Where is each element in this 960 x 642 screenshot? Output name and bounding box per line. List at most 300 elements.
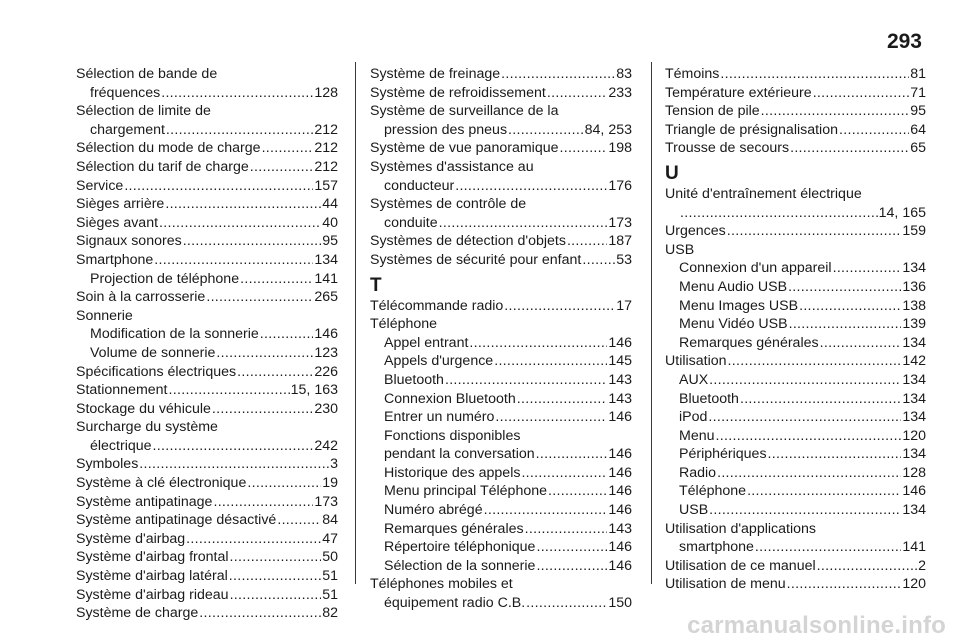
index-entry: [665, 65, 926, 84]
entry-page-ref: 136: [902, 278, 926, 295]
entry-page-ref: 134: [314, 251, 338, 268]
dot-leader: [250, 158, 314, 177]
entry-page-ref: 146: [608, 446, 632, 463]
entry-page-ref: 51: [322, 586, 338, 603]
entry-label: Télécommande radio: [370, 297, 504, 314]
entry-page-ref: 82: [322, 605, 338, 622]
dot-leader: [755, 538, 901, 557]
dot-leader: [213, 493, 313, 512]
dot-leader: [484, 501, 608, 520]
index-entry: [370, 390, 632, 409]
index-entry: [665, 464, 926, 483]
index-entry: [665, 278, 926, 297]
entry-page-ref: 139: [902, 316, 926, 333]
index-heading: Sélection de bande de: [76, 66, 218, 82]
index-entry: [665, 390, 926, 409]
dot-leader: [789, 315, 902, 334]
dot-leader: [747, 482, 901, 501]
index-entry: [76, 325, 338, 344]
entry-label: Menu principal Téléphone: [384, 483, 548, 500]
index-entry: [665, 297, 926, 316]
entry-page-ref: 176: [608, 177, 632, 194]
index-entry: [370, 408, 632, 427]
entry-label: pendant la conversation: [384, 446, 535, 463]
entry-page-ref: 146: [608, 464, 632, 481]
entry-label: Système à clé électronique: [76, 475, 247, 492]
dot-leader: [161, 84, 313, 103]
entry-page-ref: 134: [902, 409, 926, 426]
dot-leader: [229, 567, 321, 586]
index-entry: [76, 530, 338, 549]
entry-page-ref: 84: [322, 512, 338, 529]
entry-label: Spécifications électriques: [76, 363, 237, 380]
index-entry: [76, 567, 338, 586]
entry-label: Téléphone: [679, 483, 747, 500]
entry-label: AUX: [679, 371, 709, 388]
index-entry: [370, 352, 632, 371]
dot-leader: [504, 297, 615, 316]
entry-page-ref: 141: [902, 539, 926, 556]
index-entry: [370, 84, 632, 103]
entry-page-ref: 146: [902, 483, 926, 500]
dot-leader: [262, 139, 314, 158]
index-column-1: [76, 65, 338, 623]
entry-label: Numéro abrégé: [384, 502, 483, 519]
index-heading: USB: [665, 241, 695, 258]
index-entry: [76, 195, 338, 214]
entry-label: équipement radio C.B.: [384, 595, 526, 612]
entry-label: Sièges arrière: [76, 196, 165, 213]
dot-leader: [820, 334, 902, 353]
dot-leader: [708, 408, 901, 427]
entry-page-ref: 14, 165: [878, 204, 926, 221]
index-entry: [76, 177, 338, 196]
entry-page-ref: 187: [608, 233, 632, 250]
index-heading: Utilisation d'applications: [665, 520, 816, 537]
entry-label: Système de charge: [76, 605, 199, 622]
entry-label: Soin à la carrosserie: [76, 289, 206, 306]
entry-page-ref: 198: [608, 140, 632, 157]
index-entry: [76, 158, 338, 177]
entry-page-ref: 159: [902, 223, 926, 240]
dot-leader: [560, 139, 608, 158]
dot-leader: [439, 214, 608, 233]
entry-label: conducteur: [384, 177, 455, 194]
index-heading: Sonnerie: [76, 307, 133, 324]
section-letter: T: [370, 274, 382, 296]
index-entry: [76, 381, 338, 400]
entry-label: Appel entrant: [384, 334, 469, 351]
dot-leader: [582, 251, 615, 270]
entry-page-ref: 142: [902, 353, 926, 370]
entry-label: Urgences: [665, 223, 726, 240]
dot-leader: [455, 177, 607, 196]
dot-leader: [501, 65, 615, 84]
entry-page-ref: 84, 253: [584, 121, 632, 138]
entry-page-ref: 146: [608, 483, 632, 500]
dot-leader: [237, 363, 313, 382]
index-entry: [665, 204, 926, 223]
column-divider: [355, 62, 356, 584]
dot-leader: [817, 557, 917, 576]
watermark: carmanualsonline.info: [687, 612, 946, 639]
index-entry: [76, 344, 338, 363]
entry-page-ref: 134: [902, 371, 926, 388]
index-entry: [76, 84, 338, 103]
dot-leader: [139, 455, 329, 474]
entry-page-ref: 212: [314, 158, 338, 175]
dot-leader: [517, 390, 608, 409]
entry-page-ref: 134: [902, 390, 926, 407]
index-entry: [665, 445, 926, 464]
entry-page-ref: 143: [608, 390, 632, 407]
dot-leader: [154, 251, 313, 270]
index-entry: [370, 482, 632, 501]
entry-page-ref: 173: [314, 493, 338, 510]
entry-page-ref: 44: [322, 196, 338, 213]
entry-page-ref: 143: [608, 520, 632, 537]
index-entry: [76, 474, 338, 493]
entry-page-ref: 143: [608, 371, 632, 388]
index-entry: [76, 548, 338, 567]
entry-label: Historique des appels: [384, 464, 521, 481]
entry-page-ref: 128: [314, 84, 338, 101]
entry-page-ref: 95: [322, 233, 338, 250]
entry-label: Utilisation de ce manuel: [665, 557, 816, 574]
dot-leader: [728, 352, 902, 371]
index-entry: [665, 575, 926, 594]
dot-leader: [247, 474, 321, 493]
dot-leader: [212, 400, 313, 419]
dot-leader: [525, 520, 608, 539]
entry-page-ref: 123: [314, 344, 338, 361]
entry-label: Connexion d'un appareil: [679, 260, 832, 277]
dot-leader: [548, 482, 607, 501]
dot-leader: [230, 586, 322, 605]
index-heading: Systèmes d'assistance au: [370, 158, 534, 175]
entry-label: Système d'airbag: [76, 530, 186, 547]
entry-label: conduite: [384, 214, 438, 231]
entry-label: Utilisation de menu: [665, 576, 786, 593]
index-entry: [665, 315, 926, 334]
entry-label: électrique: [90, 437, 152, 454]
dot-leader: [720, 65, 909, 84]
entry-label: Trousse de secours: [665, 140, 790, 157]
dot-leader: [216, 344, 313, 363]
entry-label: Volume de sonnerie: [90, 344, 216, 361]
entry-label: Symboles: [76, 456, 139, 473]
entry-page-ref: 146: [608, 539, 632, 556]
entry-page-ref: 173: [608, 214, 632, 231]
entry-page-ref: 3: [330, 456, 338, 473]
entry-label: Entrer un numéro: [384, 409, 495, 426]
index-entry: [370, 594, 632, 613]
entry-page-ref: 120: [902, 427, 926, 444]
entry-page-ref: 83: [616, 66, 632, 82]
index-entry: [370, 371, 632, 390]
entry-label: Modification de la sonnerie: [90, 326, 259, 343]
entry-label: chargement: [90, 121, 165, 138]
entry-page-ref: 40: [322, 214, 338, 231]
entry-label: Sélection du tarif de charge: [76, 158, 249, 175]
entry-page-ref: 17: [616, 297, 632, 314]
entry-page-ref: 65: [910, 140, 926, 157]
index-heading: Unité d'entraînement électrique: [665, 185, 862, 202]
index-entry: [665, 371, 926, 390]
index-entry: [665, 121, 926, 140]
dot-leader: [716, 427, 902, 446]
index-heading: Fonctions disponibles: [384, 427, 521, 444]
index-entry: [665, 501, 926, 520]
entry-label: Température extérieure: [665, 84, 812, 101]
index-entry: [370, 65, 632, 84]
entry-label: Système antipatinage: [76, 493, 213, 510]
dot-leader: [768, 445, 902, 464]
index-entry: [76, 288, 338, 307]
index-entry: [665, 427, 926, 446]
entry-label: Projection de téléphone: [90, 270, 240, 287]
entry-label: Sélection de la sonnerie: [384, 557, 536, 574]
dot-leader: [494, 352, 607, 371]
index-entry: [76, 511, 338, 530]
entry-page-ref: 146: [314, 326, 338, 343]
index-heading: Téléphones mobiles et: [370, 576, 513, 593]
index-entry: [665, 538, 926, 557]
entry-label: Système d'airbag rideau: [76, 586, 229, 603]
dot-leader: [709, 501, 901, 520]
dot-leader: [495, 408, 607, 427]
entry-label: Témoins: [665, 66, 720, 82]
entry-label: Appels d'urgence: [384, 353, 494, 370]
index-entry: [665, 334, 926, 353]
entry-label: Tension de pile: [665, 103, 760, 120]
entry-label: Sièges avant: [76, 214, 159, 231]
entry-page-ref: 51: [322, 568, 338, 585]
entry-page-ref: 146: [608, 557, 632, 574]
entry-page-ref: 212: [314, 140, 338, 157]
entry-label: Système d'airbag frontal: [76, 549, 229, 566]
entry-page-ref: 242: [314, 437, 338, 454]
dot-leader: [169, 381, 290, 400]
dot-leader: [153, 437, 314, 456]
entry-page-ref: 230: [314, 400, 338, 417]
entry-label: Smartphone: [76, 251, 154, 268]
dot-leader: [833, 259, 902, 278]
index-column-2: [370, 65, 632, 613]
entry-page-ref: 134: [902, 446, 926, 463]
entry-page-ref: 138: [902, 297, 926, 314]
section-letter: U: [665, 162, 679, 184]
index-entry: [370, 177, 632, 196]
entry-label: smartphone: [679, 539, 754, 556]
index-entry: [76, 437, 338, 456]
index-entry: [665, 557, 926, 576]
entry-label: Bluetooth: [679, 390, 739, 407]
entry-label: Répertoire téléphonique: [384, 539, 536, 556]
index-entry: [370, 121, 632, 140]
dot-leader: [709, 371, 901, 390]
dot-leader: [159, 214, 321, 233]
index-entry: [370, 214, 632, 233]
entry-page-ref: 71: [910, 84, 926, 101]
dot-leader: [740, 390, 901, 409]
entry-label: Menu Audio USB: [679, 278, 788, 295]
index-entry: [370, 538, 632, 557]
dot-leader: [526, 594, 607, 613]
entry-label: iPod: [679, 409, 708, 426]
index-entry: [665, 352, 926, 371]
dot-leader: [521, 464, 607, 483]
index-entry: [76, 604, 338, 623]
index-entry: [370, 520, 632, 539]
entry-label: Stationnement: [76, 382, 168, 399]
entry-page-ref: 134: [902, 334, 926, 351]
entry-label: Systèmes de sécurité pour enfant: [370, 251, 582, 268]
dot-leader: [536, 538, 607, 557]
entry-page-ref: 95: [910, 103, 926, 120]
entry-label: Système de vue panoramique: [370, 140, 559, 157]
entry-label: Menu: [679, 427, 715, 444]
entry-page-ref: 47: [322, 530, 338, 547]
dot-leader: [186, 530, 321, 549]
entry-label: Sélection du mode de charge: [76, 140, 261, 157]
dot-leader: [469, 334, 607, 353]
index-entry: [76, 455, 338, 474]
entry-label: Système antipatinage désactivé: [76, 512, 277, 529]
entry-page-ref: 81: [910, 66, 926, 82]
dot-leader: [165, 195, 321, 214]
index-entry: [370, 334, 632, 353]
index-entry: [370, 557, 632, 576]
entry-page-ref: 146: [608, 502, 632, 519]
entry-page-ref: 146: [608, 334, 632, 351]
entry-label: Bluetooth: [384, 371, 444, 388]
index-heading: Téléphone: [370, 316, 438, 333]
entry-page-ref: 233: [608, 84, 632, 101]
entry-page-ref: 150: [608, 595, 632, 612]
index-entry: [76, 270, 338, 289]
dot-leader: [536, 557, 607, 576]
index-entry: [665, 408, 926, 427]
dot-leader: [547, 84, 607, 103]
entry-page-ref: 120: [902, 576, 926, 593]
entry-label: Système d'airbag latéral: [76, 568, 228, 585]
entry-page-ref: 141: [314, 270, 338, 287]
entry-label: fréquences: [90, 84, 161, 101]
index-entry: [76, 139, 338, 158]
index-entry: [665, 102, 926, 121]
entry-page-ref: 53: [616, 251, 632, 268]
entry-page-ref: 134: [902, 260, 926, 277]
index-entry: [76, 586, 338, 605]
entry-label: Systèmes de détection d'objets: [370, 233, 566, 250]
index-column-3: [665, 65, 926, 594]
dot-leader: [230, 548, 322, 567]
dot-leader: [813, 84, 910, 103]
entry-page-ref: 265: [314, 289, 338, 306]
index-entry: [370, 251, 632, 270]
dot-leader: [260, 325, 314, 344]
entry-page-ref: 15, 163: [290, 382, 338, 399]
entry-label: Système de refroidissement: [370, 84, 546, 101]
entry-label: Triangle de présignalisation: [665, 121, 838, 138]
entry-page-ref: 212: [314, 121, 338, 138]
index-entry: [76, 400, 338, 419]
entry-label: pression des pneus: [384, 121, 508, 138]
entry-label: Menu Vidéo USB: [679, 316, 788, 333]
page-number: 293: [886, 30, 922, 53]
dot-leader: [727, 222, 902, 241]
entry-label: Service: [76, 177, 124, 194]
dot-leader: [787, 575, 902, 594]
index-entry: [76, 251, 338, 270]
dot-leader: [183, 232, 322, 251]
index-entry: [76, 214, 338, 233]
entry-label: Remarques générales: [384, 520, 524, 537]
entry-label: Utilisation: [665, 353, 727, 370]
index-entry: [370, 232, 632, 251]
index-entry: [665, 222, 926, 241]
index-entry: [665, 482, 926, 501]
dot-leader: [445, 371, 607, 390]
entry-label: Menu Images USB: [679, 297, 799, 314]
column-divider: [651, 62, 652, 584]
entry-page-ref: 2: [918, 557, 926, 574]
index-entry: [76, 493, 338, 512]
index-entry: [370, 445, 632, 464]
entry-page-ref: 146: [608, 409, 632, 426]
index-entry: [370, 297, 632, 316]
entry-label: Radio: [679, 464, 717, 481]
dot-leader: [124, 177, 313, 196]
entry-label: Stockage du véhicule: [76, 400, 211, 417]
entry-label: Périphériques: [679, 446, 767, 463]
dot-leader: [240, 270, 313, 289]
dot-leader: [508, 121, 584, 140]
dot-leader: [277, 511, 321, 530]
entry-label: Système de freinage: [370, 66, 501, 82]
index-entry: [76, 121, 338, 140]
index-heading: Sélection de limite de: [76, 103, 211, 120]
dot-leader: [206, 288, 313, 307]
dot-leader: [839, 121, 909, 140]
index-entry: [665, 84, 926, 103]
dot-leader: [790, 139, 909, 158]
entry-label: USB: [679, 502, 709, 519]
entry-page-ref: 134: [902, 502, 926, 519]
dot-leader: [166, 121, 313, 140]
entry-page-ref: 226: [314, 363, 338, 380]
entry-page-ref: 128: [902, 464, 926, 481]
dot-leader: [536, 445, 608, 464]
entry-page-ref: 145: [608, 353, 632, 370]
index-entry: [76, 363, 338, 382]
entry-page-ref: 157: [314, 177, 338, 194]
dot-leader: [567, 232, 607, 251]
entry-page-ref: 19: [322, 475, 338, 492]
dot-leader: [680, 204, 878, 223]
entry-label: Connexion Bluetooth: [384, 390, 516, 407]
index-entry: [665, 139, 926, 158]
index-entry: [76, 232, 338, 251]
index-entry: [665, 259, 926, 278]
entry-page-ref: 50: [322, 549, 338, 566]
dot-leader: [199, 604, 321, 623]
dot-leader: [717, 464, 901, 483]
index-heading: Systèmes de contrôle de: [370, 196, 527, 213]
index-heading: Système de surveillance de la: [370, 103, 559, 120]
index-entry: [370, 139, 632, 158]
